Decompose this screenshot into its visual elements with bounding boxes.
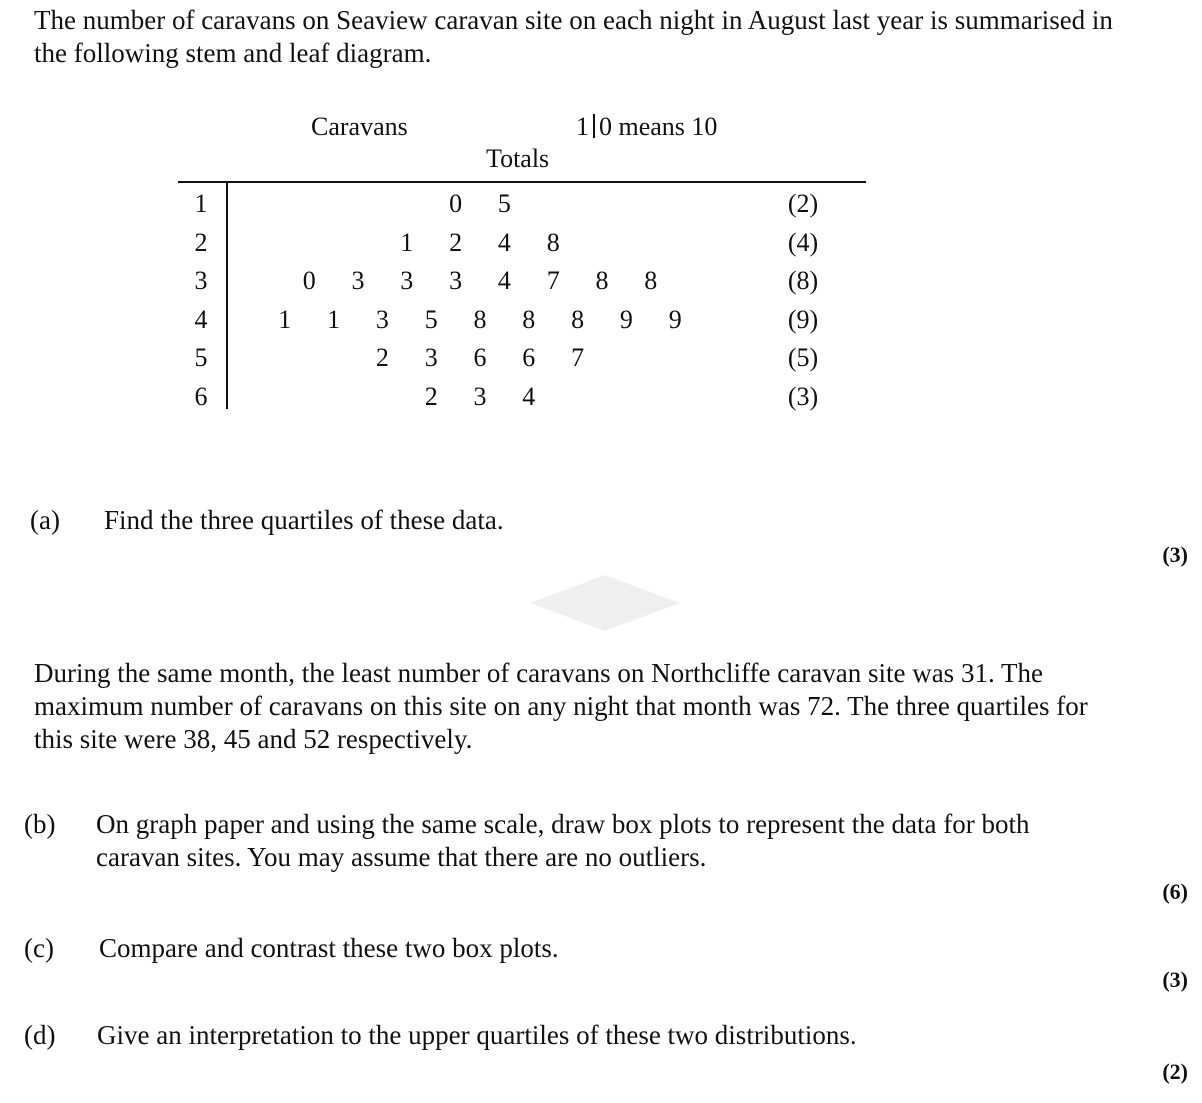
leaf-value: 2 xyxy=(449,227,463,257)
question-b-label: (b) xyxy=(24,809,56,839)
leaf-value: 3 xyxy=(351,266,365,295)
question-a-marks: (3) xyxy=(1162,542,1188,567)
leaf-value: 3 xyxy=(375,304,389,334)
leaf-value: 7 xyxy=(571,343,585,372)
key-text: means 10 xyxy=(618,112,718,141)
row-total: (8) xyxy=(787,266,819,295)
leaf-value: 5 xyxy=(497,189,511,218)
diagram-header-line xyxy=(178,181,866,183)
diagram-title: Caravans xyxy=(311,112,408,141)
key-leaf: 0 xyxy=(599,112,612,141)
diagram-stem-line xyxy=(226,181,228,409)
diagram-key xyxy=(576,110,717,143)
leaf-value: 4 xyxy=(497,227,511,257)
leaf-value: 1 xyxy=(327,304,341,334)
stem-value: 4 xyxy=(194,304,208,334)
leaf-value: 9 xyxy=(668,304,682,334)
row-total: (9) xyxy=(787,304,819,334)
watermark-logo xyxy=(530,575,680,645)
leaf-value: 4 xyxy=(522,381,536,411)
totals-label: Totals xyxy=(486,144,550,173)
leaf-value: 9 xyxy=(619,304,633,334)
key-stem: 1 xyxy=(576,112,589,141)
leaf-value: 3 xyxy=(473,381,487,411)
stem-value: 3 xyxy=(194,266,208,295)
question-d-text: Give an interpretation to the upper quartiles of these two distributions. xyxy=(97,1020,857,1050)
leaf-value: 3 xyxy=(424,343,438,372)
question-d-marks: (2) xyxy=(1162,1059,1188,1084)
stem-value: 5 xyxy=(194,343,208,372)
leaf-value: 8 xyxy=(644,266,658,295)
leaf-value: 3 xyxy=(449,266,463,295)
leaf-value: 5 xyxy=(424,304,438,334)
leaf-value: 8 xyxy=(571,304,585,334)
leaf-value: 4 xyxy=(497,266,511,295)
leaf-value: 2 xyxy=(375,343,389,372)
question-b-marks: (6) xyxy=(1162,879,1188,904)
leaf-value: 8 xyxy=(546,227,560,257)
leaf-value: 6 xyxy=(473,343,487,372)
northcliffe-passage: During the same month, the least number of caravans on Northcliffe caravan site was 31. The maximum number of caravans on this site on any night that month was 72. The three quartiles for this site were 38, 45 and 52 respectively. xyxy=(34,658,1088,754)
question-a-label: (a) xyxy=(30,505,60,535)
leaf-value: 7 xyxy=(546,266,560,295)
question-c-marks: (3) xyxy=(1162,967,1188,992)
key-divider xyxy=(593,114,595,138)
question-a-text: Find the three quartiles of these data. xyxy=(104,505,504,535)
stem-value: 6 xyxy=(194,381,208,411)
row-total: (3) xyxy=(787,381,819,411)
stem-value: 1 xyxy=(194,189,208,218)
leaf-value: 3 xyxy=(400,266,414,295)
row-total: (5) xyxy=(787,343,819,372)
leaf-value: 6 xyxy=(522,343,536,372)
row-total: (2) xyxy=(787,189,819,218)
leaf-value: 0 xyxy=(449,189,463,218)
row-total: (4) xyxy=(787,227,819,257)
question-d-label: (d) xyxy=(24,1020,56,1050)
leaf-value: 8 xyxy=(595,266,609,295)
leaf-value: 0 xyxy=(302,266,316,295)
question-c-text: Compare and contrast these two box plots. xyxy=(99,933,559,963)
question-c-label: (c) xyxy=(24,933,54,963)
question-b-text: On graph paper and using the same scale, draw box plots to represent the data for both caravan sites. You may assume that there are no outliers. xyxy=(96,809,1030,872)
leaf-value: 8 xyxy=(522,304,536,334)
leaf-value: 8 xyxy=(473,304,487,334)
leaf-value: 2 xyxy=(424,381,438,411)
stem-value: 2 xyxy=(194,227,208,257)
leaf-value: 1 xyxy=(278,304,292,334)
intro-text: The number of caravans on Seaview caravan site on each night in August last year is summarised in the following stem and leaf diagram. xyxy=(34,5,1113,68)
leaf-value: 1 xyxy=(400,227,414,257)
